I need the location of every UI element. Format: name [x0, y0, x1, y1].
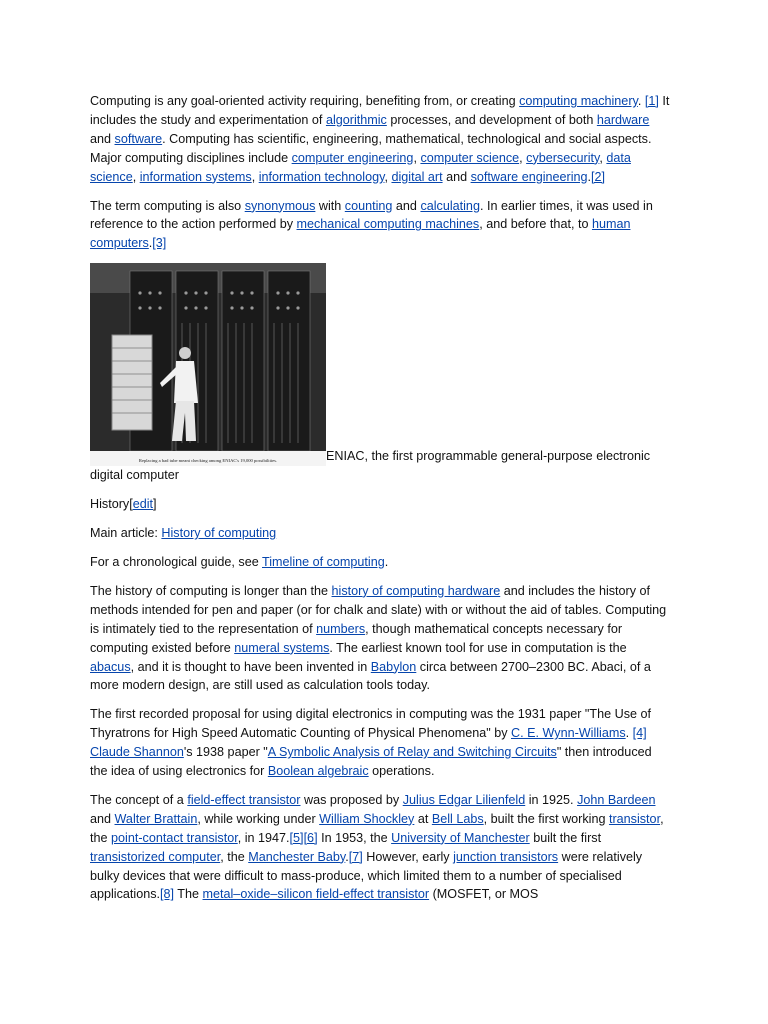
text-run: . [637, 94, 645, 108]
link-numbers[interactable]: numbers [316, 621, 366, 636]
link-computer-engineering[interactable]: computer engineering [291, 150, 414, 165]
edit-bracket-close: ] [153, 497, 157, 512]
text-run: , built the first working [483, 811, 609, 826]
link-information-systems[interactable]: information systems [139, 169, 252, 184]
edit-bracket-open: [ [129, 497, 133, 512]
text-run: , the [220, 849, 249, 864]
link-8[interactable]: [8] [160, 887, 175, 902]
history-of-computing-link[interactable]: History of computing [161, 526, 277, 541]
main-article-prefix: Main article: [90, 526, 162, 541]
link-transistorized-computer[interactable]: transistorized computer [90, 849, 221, 864]
text-run: , [599, 150, 607, 165]
link-2[interactable]: [2] [591, 169, 606, 184]
chronological-note [90, 553, 670, 572]
text-run: , [413, 150, 421, 165]
text-run: , and it is thought to have been invented in [130, 659, 371, 674]
link-abacus[interactable]: abacus [90, 659, 131, 674]
link-software[interactable]: software [114, 131, 163, 146]
eniac-photo-caption: Replacing a bad tube meant checking among ENIAC's 19,000 possibilities. [138, 458, 278, 464]
text-run: The term computing is also [90, 198, 245, 213]
text-run: The history of computing is longer than the [90, 583, 332, 598]
link-point-contact-transistor[interactable]: point-contact transistor [111, 830, 238, 845]
link-field-effect-transistor[interactable]: field-effect transistor [187, 792, 301, 807]
link-information-technology[interactable]: information technology [258, 169, 385, 184]
text-run: . The earliest known tool for use in computation is the [329, 640, 627, 655]
link-4[interactable]: [4] [632, 726, 647, 741]
text-run: was proposed by [300, 792, 403, 807]
text-run: Computing is any goal-oriented activity requiring, benefiting from, or creating [90, 94, 520, 108]
history-section [90, 582, 670, 905]
link-history-of-computing-hardware[interactable]: history of computing hardware [331, 583, 501, 598]
text-run: , in 1947. [237, 830, 290, 845]
text-run: . [148, 236, 153, 251]
text-run: , the [90, 811, 664, 845]
main-article-note [90, 524, 670, 543]
chrono-suffix: . [384, 554, 389, 569]
text-run: . Computing has scientific, engineering, mathematical, technological and social aspects. Major computing disciplines include [90, 131, 652, 165]
eniac-caption: ENIAC, the first programmable general-purpose electronic digital computer [90, 449, 651, 483]
text-run: 's 1938 paper " [183, 745, 268, 760]
text-run: The first recorded proposal for using digital electronics in computing was the 1931 paper "The Use of Thyratrons for High Speed Automatic Counting of Physical Phenomena" by [90, 707, 651, 741]
text-run: were relatively bulky devices that were difficult to mass-produce, which limited them to a number of specialised applications. [90, 849, 643, 902]
link-metal-oxide-silicon-field-effect-transistor[interactable]: metal–oxide–silicon field-effect transistor [202, 887, 430, 902]
link-data-science[interactable]: data science [90, 150, 631, 184]
text-run: The [174, 887, 203, 902]
text-run: and [442, 169, 471, 184]
text-run: and [90, 131, 115, 146]
history-heading [90, 495, 670, 514]
link-algorithmic[interactable]: algorithmic [325, 112, 387, 127]
text-run: . [587, 169, 592, 184]
paragraph [90, 791, 670, 904]
link-synonymous[interactable]: synonymous [244, 198, 316, 213]
paragraph [90, 705, 670, 781]
link-5[interactable]: [5] [289, 830, 304, 845]
text-run: , while working under [197, 811, 320, 826]
link-counting[interactable]: counting [344, 198, 393, 213]
text-run: and [392, 198, 421, 213]
text-run: with [315, 198, 345, 213]
text-run: , and before that, to [479, 217, 592, 232]
link-william-shockley[interactable]: William Shockley [319, 811, 415, 826]
paragraph [90, 197, 670, 254]
text-run: at [414, 811, 432, 826]
link-6[interactable]: [6] [303, 830, 318, 845]
text-run: . In earlier times, it was used in reference to the action performed by [90, 198, 653, 232]
text-run: built the first [529, 830, 602, 845]
paragraph [90, 582, 670, 695]
link-julius-edgar-lilienfeld[interactable]: Julius Edgar Lilienfeld [402, 792, 526, 807]
link-c-e-wynn-williams[interactable]: C. E. Wynn-Williams [511, 726, 626, 741]
text-run: In 1953, the [317, 830, 392, 845]
text-run: , [132, 169, 140, 184]
text-run: , [384, 169, 392, 184]
link-human-computers[interactable]: human computers [90, 217, 631, 251]
timeline-of-computing-link[interactable]: Timeline of computing [262, 554, 385, 569]
link-computer-science[interactable]: computer science [420, 150, 520, 165]
text-run: in 1925. [525, 792, 578, 807]
link-walter-brattain[interactable]: Walter Brattain [114, 811, 198, 826]
text-run: circa between 2700–2300 BC. Abaci, of a more modern design, are still used as calculation tools today. [90, 659, 651, 693]
text-run: (MOSFET, or MOS [429, 887, 539, 902]
link-mechanical-computing-machines[interactable]: mechanical computing machines [296, 217, 480, 232]
text-run: However, early [362, 849, 454, 864]
link-software-engineering[interactable]: software engineering [470, 169, 588, 184]
link-cybersecurity[interactable]: cybersecurity [526, 150, 600, 165]
text-run: and includes the history of methods intended for pen and paper (or for chalk and slate) with or without the aid of tables. Computing is intimately tied to the representation of [90, 583, 667, 636]
link-a-symbolic-analysis-of-relay-and-switching-circuits[interactable]: A Symbolic Analysis of Relay and Switching Circuits [267, 745, 557, 760]
link-university-of-manchester[interactable]: University of Manchester [391, 830, 530, 845]
text-run: , [519, 150, 527, 165]
text-run: . [625, 726, 633, 741]
link-john-bardeen[interactable]: John Bardeen [577, 792, 656, 807]
link-computing-machinery[interactable]: computing machinery [519, 94, 638, 108]
text-run: . [345, 849, 349, 864]
text-run: " then introduced the idea of using electronics for [90, 745, 652, 779]
paragraph [90, 92, 670, 187]
link-babylon[interactable]: Babylon [370, 659, 417, 674]
link-hardware[interactable]: hardware [596, 112, 650, 127]
link-boolean-algebraic[interactable]: Boolean algebraic [267, 764, 369, 779]
link-claude-shannon[interactable]: Claude Shannon [90, 745, 184, 760]
text-run: operations. [368, 764, 435, 779]
eniac-photo [90, 263, 326, 466]
eniac-figure [90, 263, 670, 485]
text-run: , [251, 169, 259, 184]
intro-section [90, 92, 670, 253]
history-heading-text: History [90, 497, 130, 512]
text-run: and [90, 811, 115, 826]
text-run: The concept of a [90, 792, 188, 807]
link-manchester-baby[interactable]: Manchester Baby [248, 849, 346, 864]
link-3[interactable]: [3] [152, 236, 167, 251]
link-bell-labs[interactable]: Bell Labs [431, 811, 484, 826]
link-digital-art[interactable]: digital art [391, 169, 443, 184]
link-1[interactable]: [1] [644, 94, 659, 108]
article-body [90, 92, 670, 914]
link-transistor[interactable]: transistor [608, 811, 661, 826]
link-numeral-systems[interactable]: numeral systems [234, 640, 330, 655]
edit-link[interactable]: edit [132, 497, 153, 512]
chrono-prefix: For a chronological guide, see [90, 554, 262, 569]
link-junction-transistors[interactable]: junction transistors [453, 849, 559, 864]
link-calculating[interactable]: calculating [420, 198, 480, 213]
link-7[interactable]: [7] [348, 849, 363, 864]
text-run: processes, and development of both [386, 112, 597, 127]
text-run: It includes the study and experimentation of [90, 94, 670, 127]
text-run: , though mathematical concepts necessary for computing existed before [90, 621, 623, 655]
